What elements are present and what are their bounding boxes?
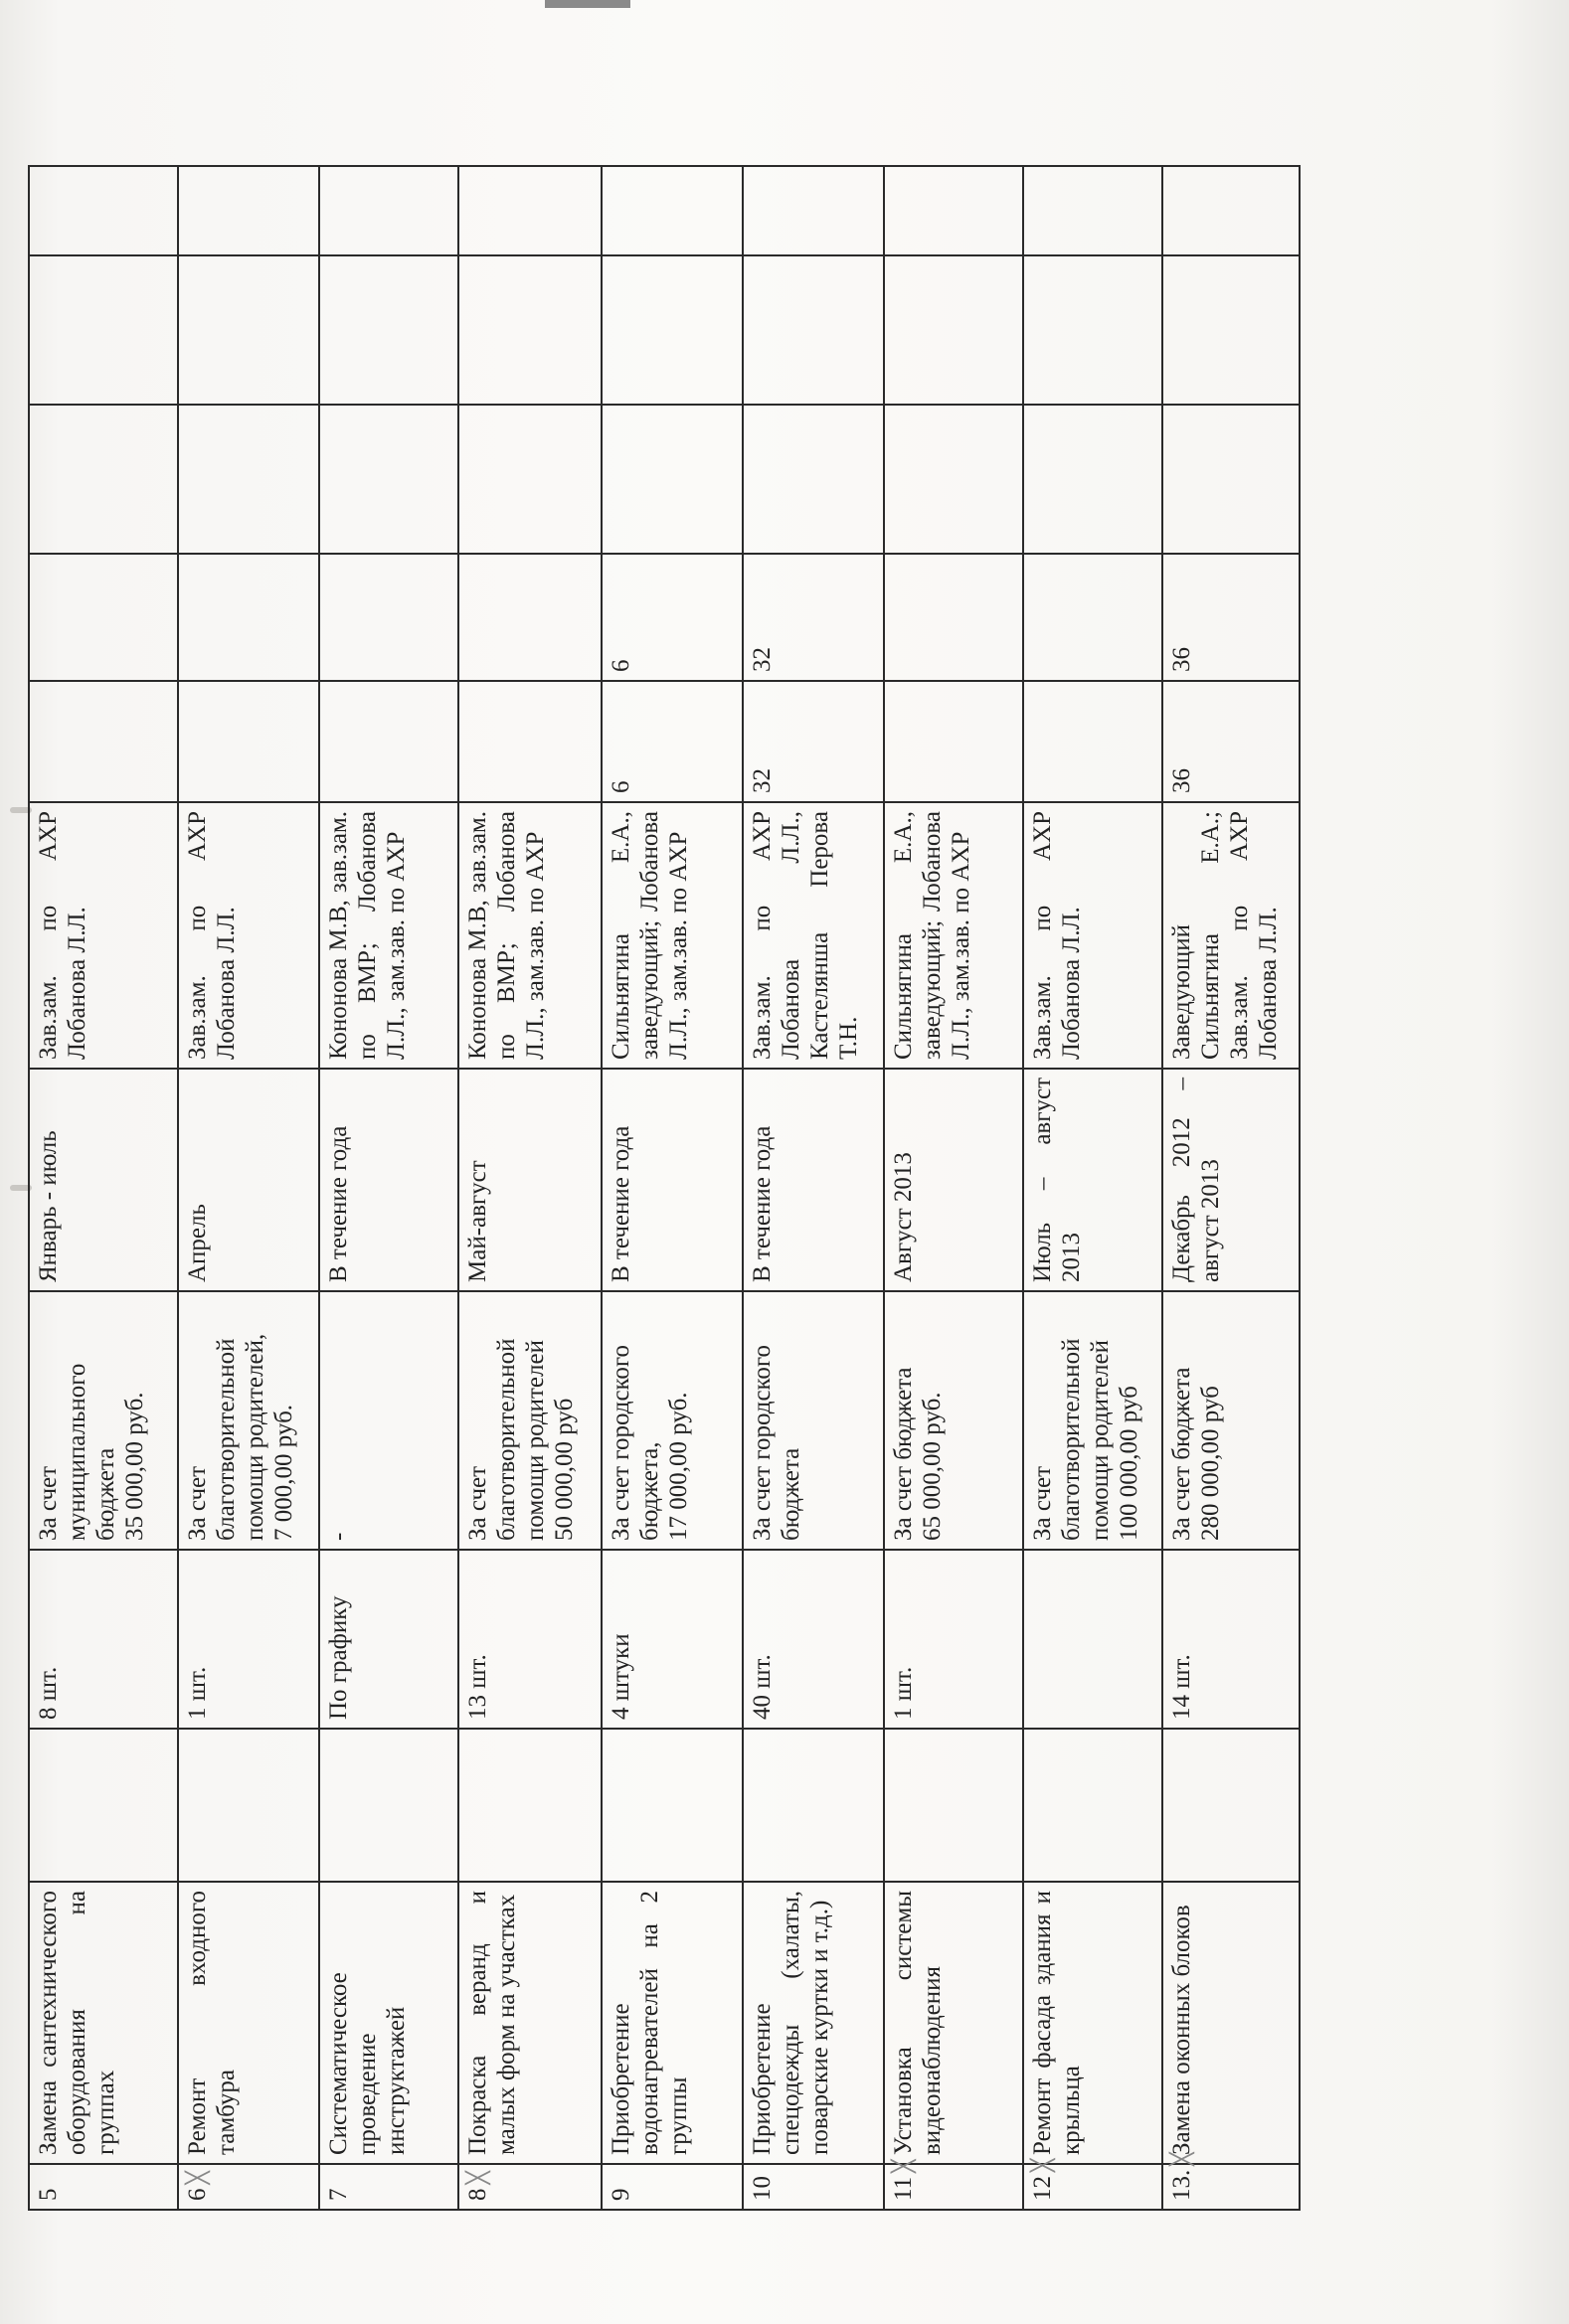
value-cell: [884, 554, 1023, 681]
period: В течение года: [743, 1069, 884, 1291]
measure-name: Установка системы видеонаблюдения: [884, 1882, 1023, 2164]
empty-cell: [458, 1729, 602, 1882]
funding-source: За счет муниципального бюджета 35 000,00 руб.: [29, 1291, 178, 1550]
value-cell: [29, 681, 178, 802]
empty-cell: [1023, 166, 1162, 255]
empty-cell: [458, 405, 602, 554]
row-number: 12╳: [1023, 2164, 1162, 2210]
empty-cell: [178, 255, 319, 405]
empty-cell: [602, 1729, 743, 1882]
quantity: 1 шт.: [884, 1550, 1023, 1729]
empty-cell: [1023, 1729, 1162, 1882]
value-cell: 36: [1162, 681, 1300, 802]
row-number: 13.╳: [1162, 2164, 1300, 2210]
measure-name: Ремонт фасада здания и крыльца: [1023, 1882, 1162, 2164]
value-cell: 32: [743, 554, 884, 681]
empty-cell: [743, 1729, 884, 1882]
measure-name: Приобретение спецодежды (халаты, поварские куртки и т.д.): [743, 1882, 884, 2164]
empty-cell: [178, 166, 319, 255]
table-row: [319, 166, 458, 2210]
measure-name: Замена сантехнического оборудования на группах: [29, 1882, 178, 2164]
value-cell: [319, 681, 458, 802]
measure-name: Систематическое проведение инструктажей: [319, 1882, 458, 2164]
empty-cell: [884, 255, 1023, 405]
empty-cell: [743, 405, 884, 554]
funding-source: За счет городского бюджета, 17 000,00 руб.: [602, 1291, 743, 1550]
quantity: 4 штуки: [602, 1550, 743, 1729]
value-cell: 6: [602, 554, 743, 681]
row-number: 8╳: [458, 2164, 602, 2210]
funding-source: За счет бюджета 65 000,00 руб.: [884, 1291, 1023, 1550]
table-row: [1162, 166, 1300, 2210]
value-cell: [458, 681, 602, 802]
empty-cell: [1023, 255, 1162, 405]
value-cell: [458, 554, 602, 681]
funding-source: За счет благотворительной помощи родителей 50 000,00 руб: [458, 1291, 602, 1550]
period: Декабрь 2012 – август 2013: [1162, 1069, 1300, 1291]
empty-cell: [319, 166, 458, 255]
rotated-table-wrapper: [28, 167, 1299, 2211]
responsible-person: Зав.зам. по АХР Лобанова Л.Л.: [1023, 802, 1162, 1069]
empty-cell: [1162, 166, 1300, 255]
scan-edge-mark: [545, 0, 630, 8]
period: Май-август: [458, 1069, 602, 1291]
empty-cell: [178, 1729, 319, 1882]
value-cell: [319, 554, 458, 681]
cross-mark-icon: ╳: [1031, 2158, 1056, 2172]
row-number: 11╳: [884, 2164, 1023, 2210]
cross-mark-icon: ╳: [1170, 2152, 1195, 2166]
quantity: 1 шт.: [178, 1550, 319, 1729]
cross-mark-icon: ╳: [186, 2171, 211, 2185]
empty-cell: [602, 166, 743, 255]
table-row: [1023, 166, 1162, 2210]
empty-cell: [319, 1729, 458, 1882]
row-number: 10: [743, 2164, 884, 2210]
table-row: [458, 166, 602, 2210]
empty-cell: [1023, 405, 1162, 554]
value-cell: [29, 554, 178, 681]
period: Апрель: [178, 1069, 319, 1291]
funding-source: За счет бюджета 280 000,00 руб: [1162, 1291, 1300, 1550]
value-cell: [178, 554, 319, 681]
empty-cell: [29, 405, 178, 554]
responsible-person: Кононова М.В, зав.зам. по ВМР; Лобанова Л.Л., зам.зав. по АХР: [458, 802, 602, 1069]
empty-cell: [29, 166, 178, 255]
responsible-person: Заведующий Сильнягина Е.А.; Зав.зам. по АХР Лобанова Л.Л.: [1162, 802, 1300, 1069]
table-row: [178, 166, 319, 2210]
period: В течение года: [319, 1069, 458, 1291]
quantity: 8 шт.: [29, 1550, 178, 1729]
responsible-person: Зав.зам. по АХР Лобанова Л.Л.: [29, 802, 178, 1069]
cross-mark-icon: ╳: [892, 2159, 917, 2173]
table-row: [602, 166, 743, 2210]
value-cell: [1023, 554, 1162, 681]
row-number: 7: [319, 2164, 458, 2210]
table-row: [884, 166, 1023, 2210]
quantity: [1023, 1550, 1162, 1729]
value-cell: 6: [602, 681, 743, 802]
responsible-person: Кононова М.В, зав.зам. по ВМР; Лобанова Л.Л., зам.зав. по АХР: [319, 802, 458, 1069]
empty-cell: [458, 166, 602, 255]
empty-cell: [1162, 405, 1300, 554]
cross-mark-icon: ╳: [466, 2171, 491, 2185]
empty-cell: [1162, 1729, 1300, 1882]
measure-name: Покраска веранд и малых форм на участках: [458, 1882, 602, 2164]
empty-cell: [1162, 255, 1300, 405]
value-cell: 32: [743, 681, 884, 802]
value-cell: [178, 681, 319, 802]
empty-cell: [29, 255, 178, 405]
empty-cell: [884, 405, 1023, 554]
value-cell: [884, 681, 1023, 802]
row-number: 5: [29, 2164, 178, 2210]
table-row: [743, 166, 884, 2210]
value-cell: 36: [1162, 554, 1300, 681]
empty-cell: [743, 166, 884, 255]
measure-name: Ремонт входного тамбура: [178, 1882, 319, 2164]
responsible-person: Сильнягина Е.А., заведующий; Лобанова Л.Л., зам.зав. по АХР: [602, 802, 743, 1069]
row-number: 6╳: [178, 2164, 319, 2210]
empty-cell: [602, 405, 743, 554]
empty-cell: [29, 1729, 178, 1882]
funding-source: За счет благотворительной помощи родителей, 7 000,00 руб.: [178, 1291, 319, 1550]
empty-cell: [319, 405, 458, 554]
responsible-person: Сильнягина Е.А., заведующий; Лобанова Л.Л., зам.зав. по АХР: [884, 802, 1023, 1069]
empty-cell: [319, 255, 458, 405]
table-row: [29, 166, 178, 2210]
measure-name: Замена оконных блоков: [1162, 1882, 1300, 2164]
period: Август 2013: [884, 1069, 1023, 1291]
row-number: 9: [602, 2164, 743, 2210]
empty-cell: [884, 166, 1023, 255]
quantity: 13 шт.: [458, 1550, 602, 1729]
funding-source: За счет городского бюджета: [743, 1291, 884, 1550]
empty-cell: [884, 1729, 1023, 1882]
empty-cell: [743, 255, 884, 405]
period: В течение года: [602, 1069, 743, 1291]
empty-cell: [458, 255, 602, 405]
funding-source: -: [319, 1291, 458, 1550]
period: Июль – август 2013: [1023, 1069, 1162, 1291]
responsible-person: Зав.зам. по АХР Лобанова Л.Л., Кастелянша Перова Т.Н.: [743, 802, 884, 1069]
period: Январь - июль: [29, 1069, 178, 1291]
measure-name: Приобретение водонагревателей на 2 группы: [602, 1882, 743, 2164]
quantity: 40 шт.: [743, 1550, 884, 1729]
empty-cell: [178, 405, 319, 554]
empty-cell: [602, 255, 743, 405]
value-cell: [1023, 681, 1162, 802]
quantity: 14 шт.: [1162, 1550, 1300, 1729]
quantity: По графику: [319, 1550, 458, 1729]
responsible-person: Зав.зам. по АХР Лобанова Л.Л.: [178, 802, 319, 1069]
plan-table: [28, 165, 1301, 2211]
funding-source: За счет благотворительной помощи родителей 100 000,00 руб: [1023, 1291, 1162, 1550]
